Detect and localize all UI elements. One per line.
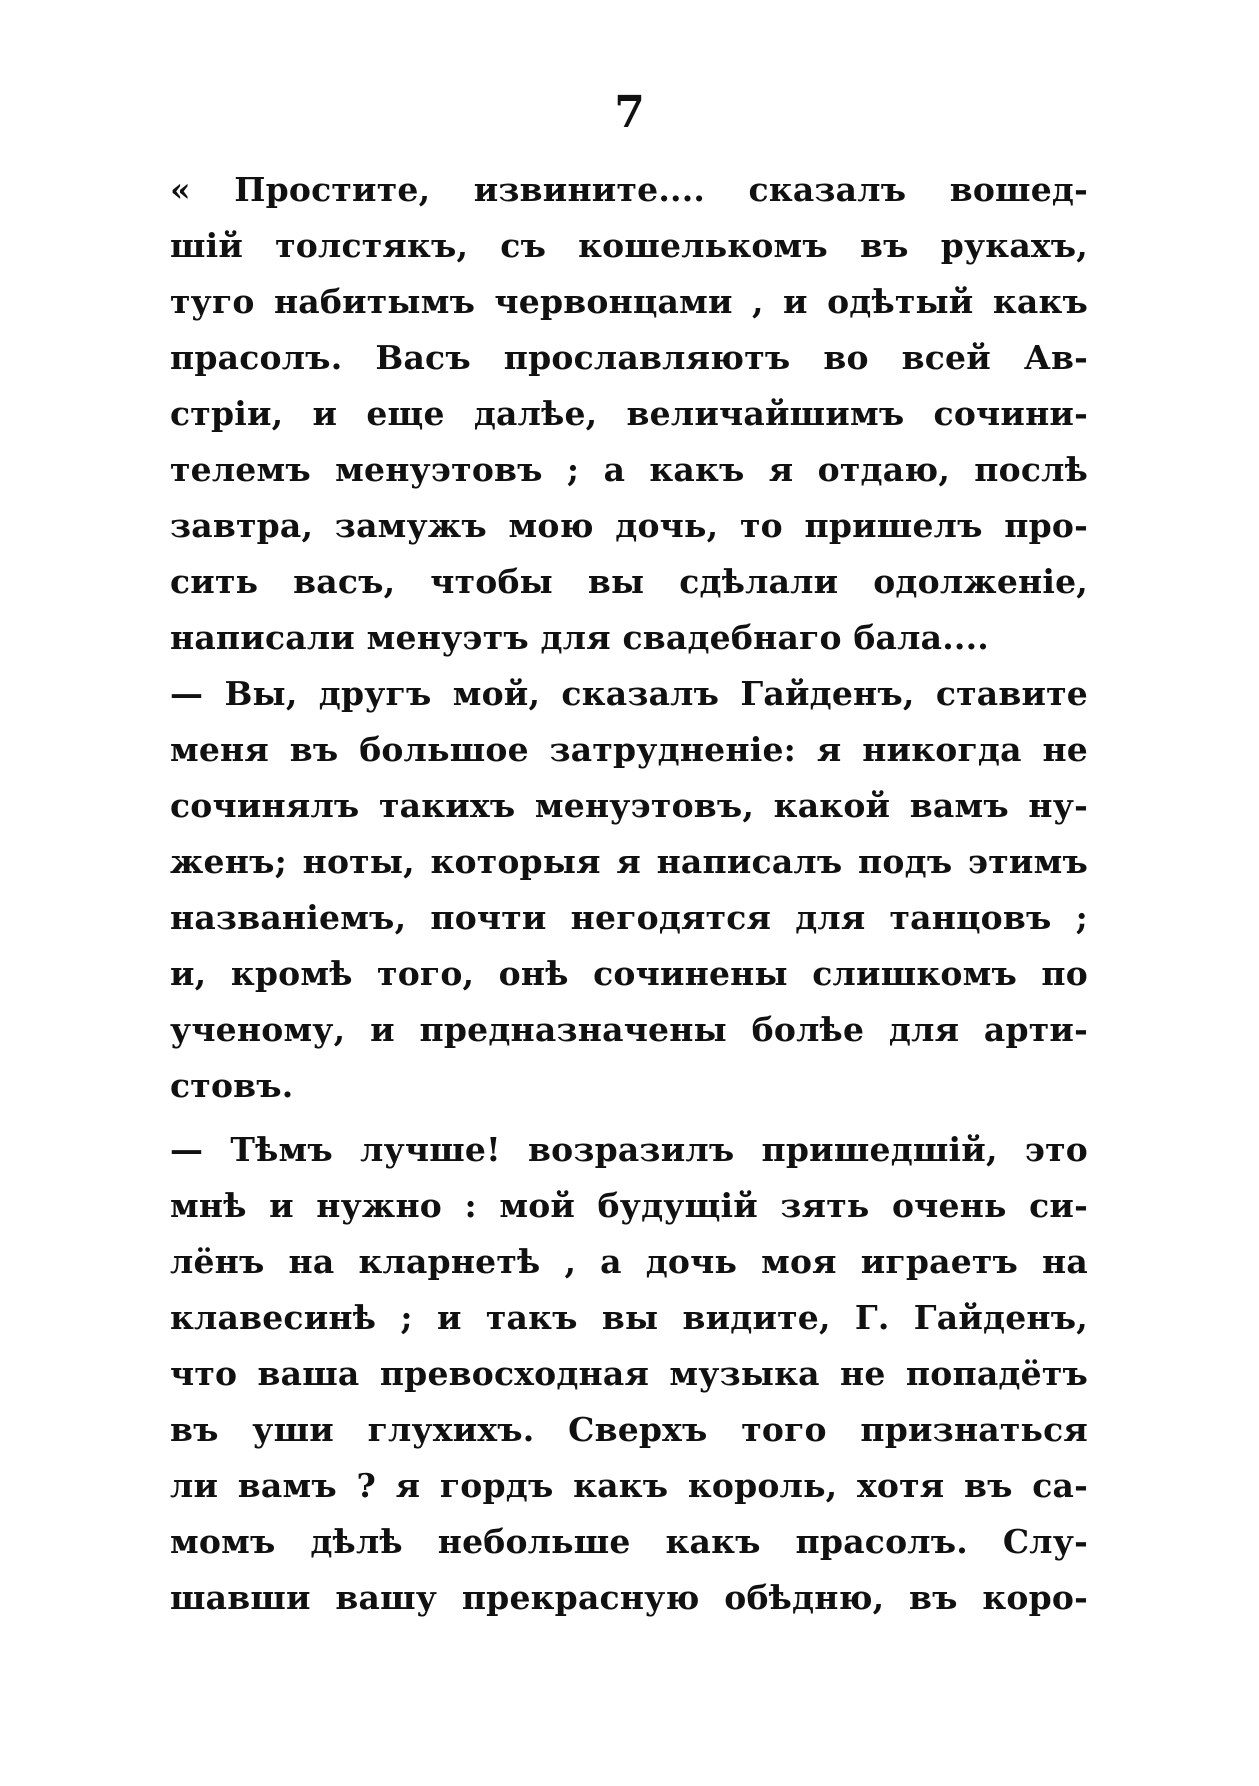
text-line: прасолъ. Васъ прославляютъ во всей Ав- xyxy=(170,338,1088,377)
text-line: и, кромѣ того, онѣ сочинены слишкомъ по xyxy=(170,954,1088,993)
text-line: сочинялъ такихъ менуэтовъ, какой вамъ ну- xyxy=(170,786,1088,825)
paragraph-2 xyxy=(170,666,1088,1114)
text-line: туго набитымъ червонцами , и одѣтый какъ xyxy=(170,282,1088,321)
text-line: — Вы, другъ мой, сказалъ Гайденъ, ставите xyxy=(170,674,1088,713)
paragraph-gap xyxy=(170,1114,1088,1122)
text-line: стовъ. xyxy=(170,1066,294,1105)
text-line: шій толстякъ, съ кошелькомъ въ рукахъ, xyxy=(170,226,1088,265)
paragraph-1 xyxy=(170,162,1088,666)
text-line: написали менуэтъ для свадебнаго бала.... xyxy=(170,618,989,657)
text-line: лёнъ на кларнетѣ , а дочь моя играетъ на xyxy=(170,1242,1088,1281)
text-line: клавесинѣ ; и такъ вы видите, Г. Гайденъ, xyxy=(170,1298,1088,1337)
text-line: стріи, и еще далѣе, величайшимъ сочини- xyxy=(170,394,1088,433)
text-line: момъ дѣлѣ небольше какъ прасолъ. Слу- xyxy=(170,1522,1088,1561)
text-line: названіемъ, почти негодятся для танцовъ ; xyxy=(170,898,1088,937)
text-line: ученому, и предназначены болѣе для арти- xyxy=(170,1010,1088,1049)
text-line: — Тѣмъ лучше! возразилъ пришедшій, это xyxy=(170,1130,1088,1169)
text-line: « Простите, извините.... сказалъ вошед- xyxy=(170,170,1088,209)
text-line: ли вамъ ? я гордъ какъ король, хотя въ са- xyxy=(170,1466,1088,1505)
text-line: шавши вашу прекрасную обѣдню, въ коро- xyxy=(170,1578,1088,1617)
text-line: завтра, замужъ мою дочь, то пришелъ про- xyxy=(170,506,1088,545)
text-line: женъ; ноты, которыя я написалъ подъ этимъ xyxy=(170,842,1088,881)
text-line: въ уши глухихъ. Сверхъ того признаться xyxy=(170,1410,1088,1449)
text-line: мнѣ и нужно : мой будущій зять очень си- xyxy=(170,1186,1088,1225)
text-line: сить васъ, чтобы вы сдѣлали одолженіе, xyxy=(170,562,1088,601)
body-text xyxy=(170,162,1088,1626)
text-line: меня въ большое затрудненіе: я никогда не xyxy=(170,730,1088,769)
text-line: телемъ менуэтовъ ; а какъ я отдаю, послѣ xyxy=(170,450,1088,489)
paragraph-3 xyxy=(170,1122,1088,1626)
page-number: 7 xyxy=(614,87,645,138)
text-line: что ваша превосходная музыка не попадётъ xyxy=(170,1354,1088,1393)
